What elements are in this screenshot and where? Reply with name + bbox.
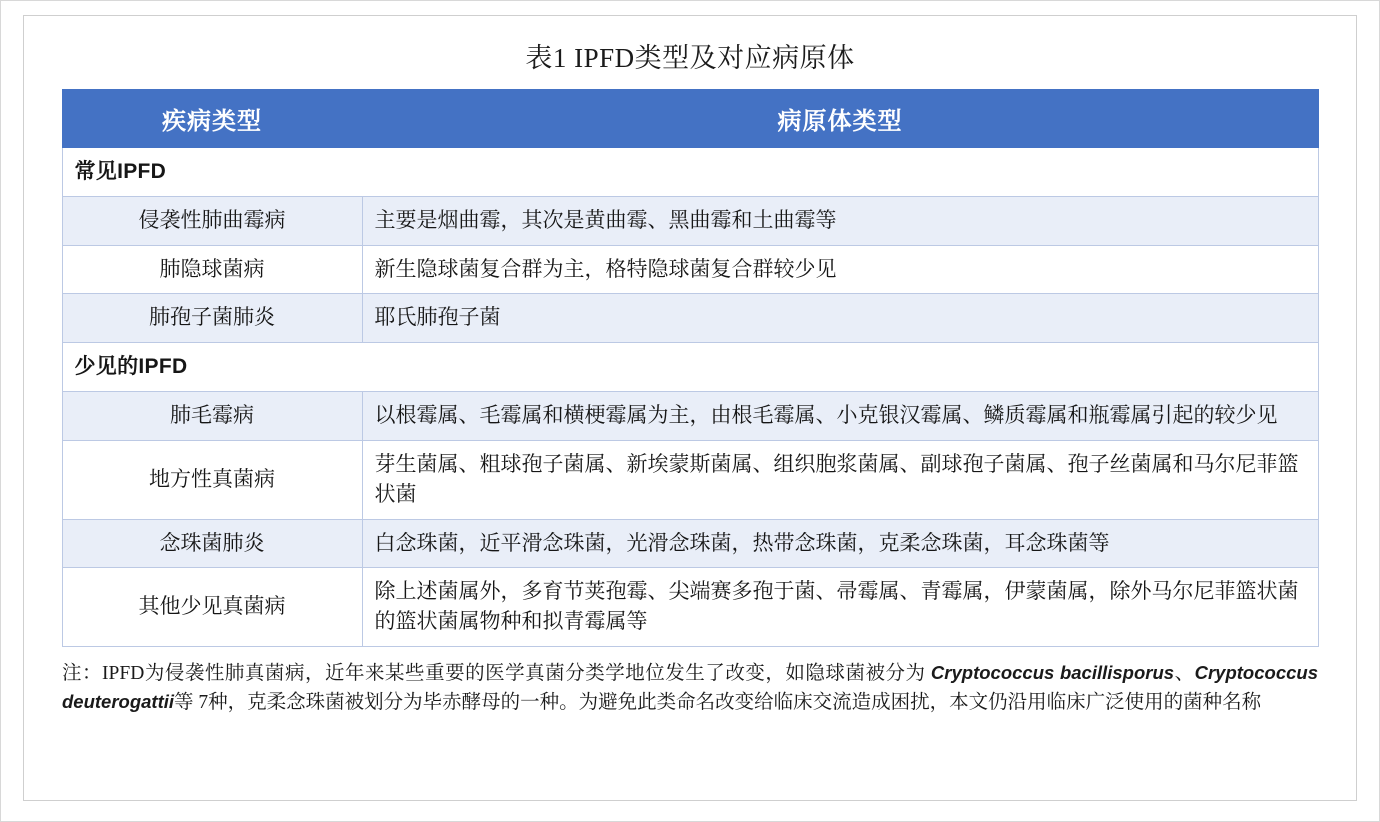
pathogen-type-cell: 以根霉属、毛霉属和横梗霉属为主，由根毛霉属、小克银汉霉属、鳞质霉属和瓶霉属引起的较少见 xyxy=(362,392,1318,441)
column-header-disease-type: 疾病类型 xyxy=(62,90,362,148)
table-footnote xyxy=(62,659,1318,718)
footnote-part-2: 、 xyxy=(1174,662,1195,684)
pathogen-type-cell: 新生隐球菌复合群为主，格特隐球菌复合群较少见 xyxy=(362,245,1318,294)
table-header-row xyxy=(62,90,1318,148)
disease-type-cell: 地方性真菌病 xyxy=(62,440,362,519)
disease-type-cell: 肺孢子菌肺炎 xyxy=(62,294,362,343)
table-row xyxy=(62,392,1318,441)
pathogen-type-cell: 除上述菌属外，多育节荚孢霉、尖端赛多孢于菌、帚霉属、青霉属，伊蒙菌属，除外马尔尼菲篮状菌的篮状菌属物种和拟青霉属等 xyxy=(362,568,1318,647)
group-row-rare-ipfd: 少见的IPFD xyxy=(62,343,1318,392)
table-row xyxy=(62,343,1318,392)
disease-type-cell: 念珠菌肺炎 xyxy=(62,519,362,568)
table-row xyxy=(62,568,1318,647)
table-row xyxy=(62,519,1318,568)
table-title: 表1 IPFD类型及对应病原体 xyxy=(525,43,855,73)
group-row-common-ipfd: 常见IPFD xyxy=(62,148,1318,197)
table-row xyxy=(62,440,1318,519)
disease-type-cell: 肺隐球菌病 xyxy=(62,245,362,294)
footnote-italic-1: Cryptococcus bacillisporus xyxy=(930,661,1175,683)
pathogen-type-cell: 耶氏肺孢子菌 xyxy=(362,294,1318,343)
footnote-italic-2: Cryptococcus deuterogattii xyxy=(62,661,1318,713)
ipfd-table xyxy=(62,89,1319,647)
table-row xyxy=(62,148,1318,197)
table-row xyxy=(62,294,1318,343)
footnote-part-1: 注：IPFD为侵袭性肺真菌病，近年来某些重要的医学真菌分类学地位发生了改变，如隐球菌被分为 xyxy=(62,662,931,684)
disease-type-cell: 其他少见真菌病 xyxy=(62,568,362,647)
footnote-part-3: 等 7种，克柔念珠菌被划分为毕赤酵母的一种。为避免此类命名改变给临床交流造成困扰，本文仍沿用临床广泛使用的菌种名称 xyxy=(174,692,1262,714)
pathogen-type-cell: 主要是烟曲霉，其次是黄曲霉、黑曲霉和土曲霉等 xyxy=(362,196,1318,245)
disease-type-cell: 肺毛霉病 xyxy=(62,392,362,441)
pathogen-type-cell: 芽生菌属、粗球孢子菌属、新埃蒙斯菌属、组织胞浆菌属、副球孢子菌属、孢子丝菌属和马尔尼菲篮状菌 xyxy=(362,440,1318,519)
pathogen-type-cell: 白念珠菌，近平滑念珠菌，光滑念珠菌，热带念珠菌，克柔念珠菌，耳念珠菌等 xyxy=(362,519,1318,568)
table-row xyxy=(62,245,1318,294)
disease-type-cell: 侵袭性肺曲霉病 xyxy=(62,196,362,245)
column-header-pathogen-type: 病原体类型 xyxy=(362,90,1318,148)
figure-container xyxy=(23,15,1357,801)
table-row xyxy=(62,196,1318,245)
